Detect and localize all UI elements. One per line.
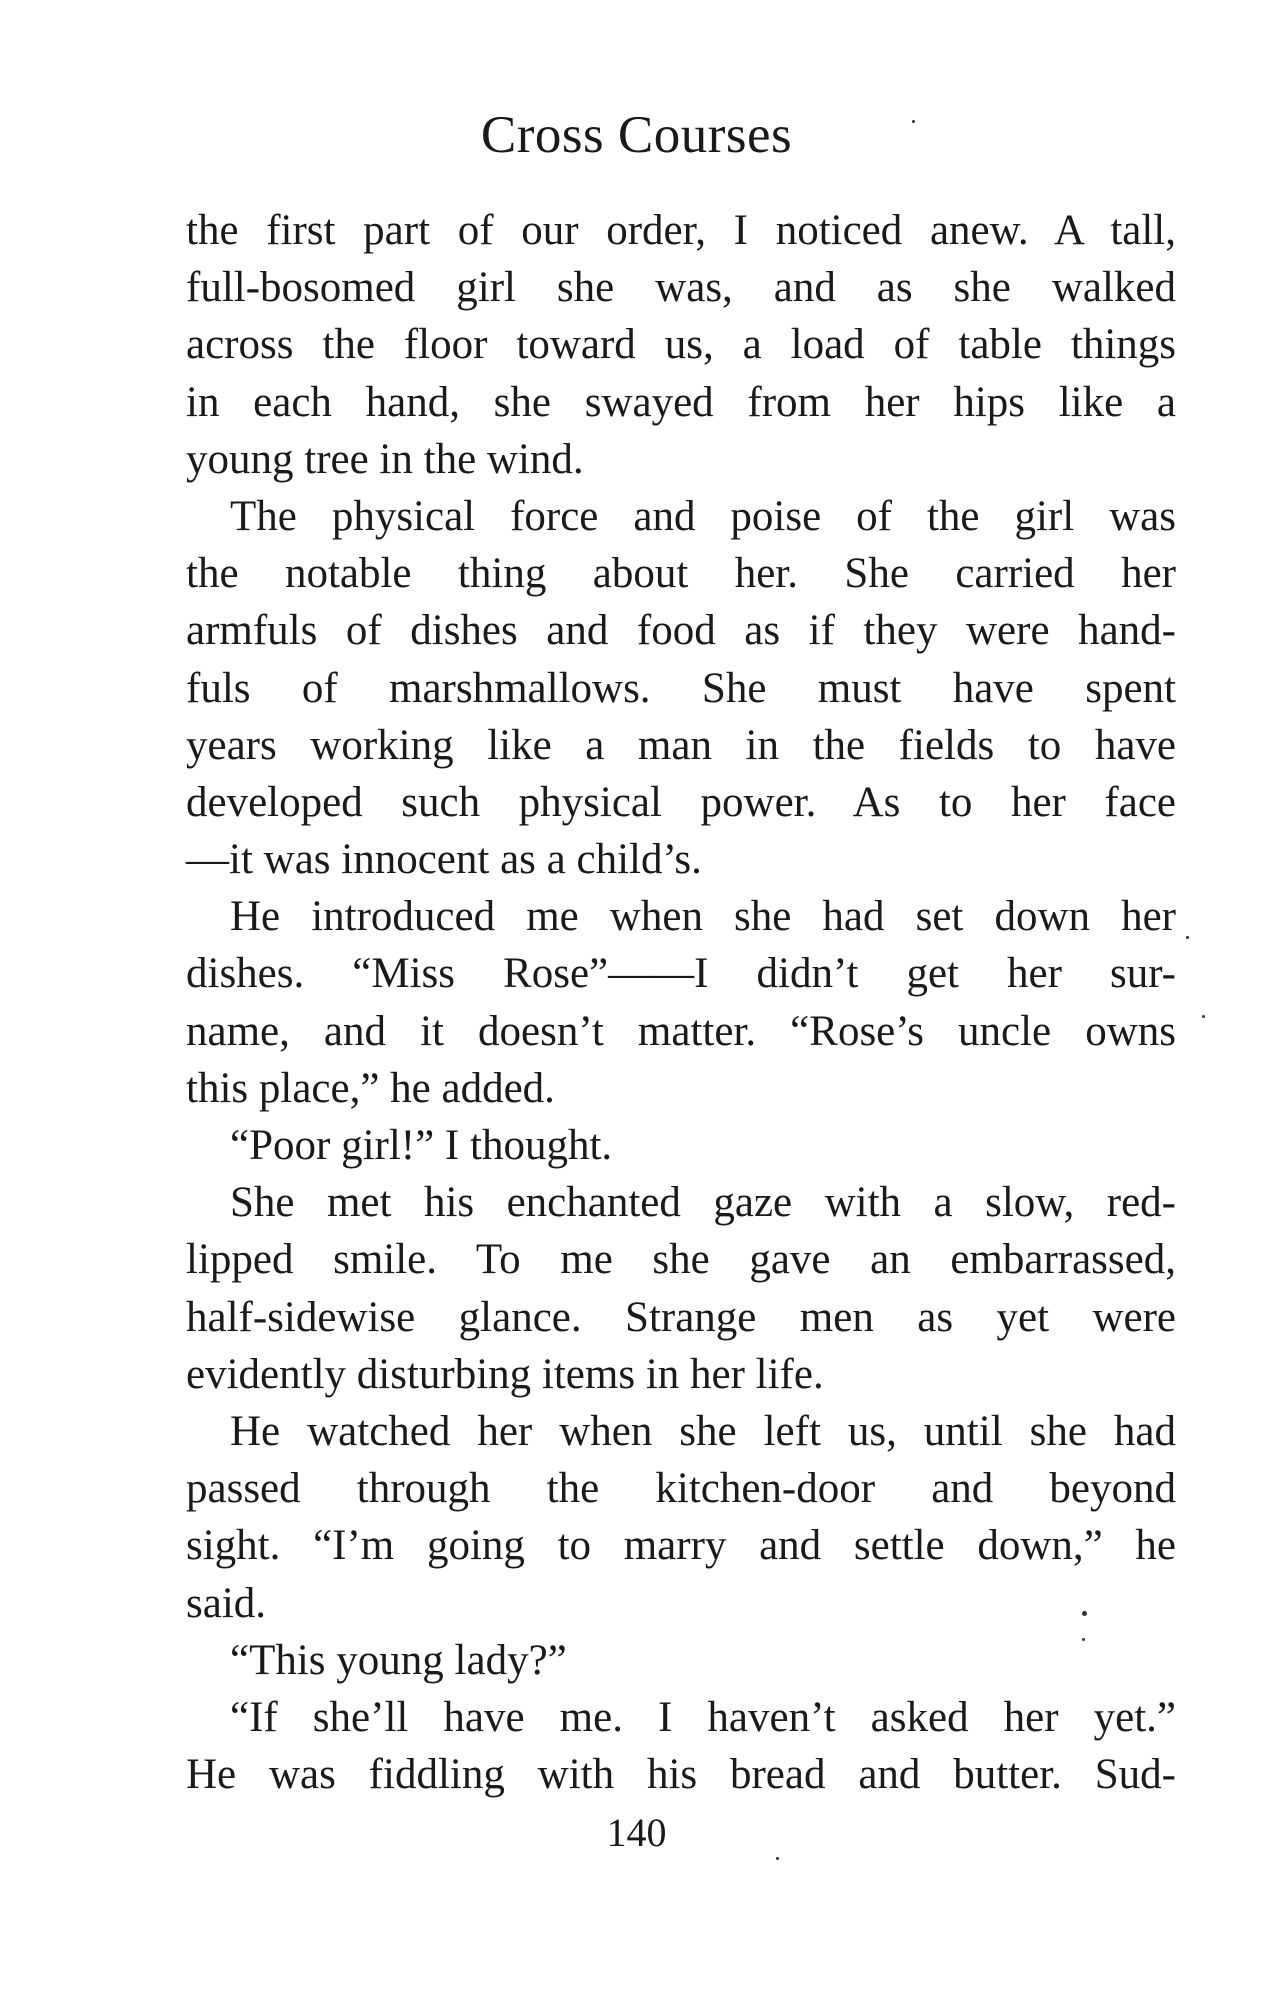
print-speck [1186, 936, 1189, 939]
text-line: passed through the kitchen-door and beyond [186, 1465, 1176, 1513]
text-line: —it was innocent as a child’s. [186, 836, 702, 884]
text-line: He was fiddling with his bread and butter. Sud- [186, 1751, 1176, 1799]
running-head: Cross Courses [480, 106, 793, 164]
text-line: fuls of marshmallows. She must have spent [186, 664, 1176, 712]
text-line: the notable thing about her. She carried her [186, 550, 1176, 598]
print-speck [1082, 1638, 1085, 1641]
text-line: developed such physical power. As to her face [186, 778, 1176, 826]
text-line: sight. “I’m going to marry and settle down,” he [186, 1522, 1176, 1570]
text-line: He introduced me when she had set down her [230, 893, 1176, 941]
text-line: evidently disturbing items in her life. [186, 1350, 824, 1398]
text-line: the first part of our order, I noticed anew. A tall, [186, 207, 1176, 254]
text-line: half-sidewise glance. Strange men as yet were [186, 1293, 1176, 1341]
text-line: full-bosomed girl she was, and as she walked [186, 264, 1176, 312]
text-line: He watched her when she left us, until she had [230, 1407, 1176, 1455]
text-line: “This young lady?” [230, 1636, 567, 1684]
text-line: lipped smile. To me she gave an embarrassed, [186, 1236, 1176, 1284]
print-speck [1202, 1015, 1205, 1018]
text-line: said. [186, 1579, 267, 1627]
text-line: years working like a man in the fields to have [186, 721, 1176, 769]
text-line: armfuls of dishes and food as if they were hand- [186, 607, 1176, 655]
text-line: dishes. “Miss Rose”——I didn’t get her sur- [186, 950, 1176, 998]
text-line: “Poor girl!” I thought. [230, 1122, 613, 1169]
text-line: “If she’ll have me. I haven’t asked her yet.” [230, 1693, 1176, 1741]
text-line: The physical force and poise of the girl was [230, 492, 1176, 540]
body-text [186, 202, 1176, 1803]
page-number: 140 [606, 1810, 667, 1855]
print-speck [912, 120, 915, 123]
text-line: name, and it doesn’t matter. “Rose’s uncle owns [186, 1007, 1176, 1055]
print-speck [776, 1857, 779, 1860]
text-line: young tree in the wind. [186, 435, 584, 483]
print-speck [1082, 1611, 1087, 1616]
text-line: across the floor toward us, a load of table things [186, 321, 1176, 369]
text-line: She met his enchanted gaze with a slow, red- [230, 1179, 1176, 1227]
text-line: this place,” he added. [186, 1064, 555, 1112]
text-line: in each hand, she swayed from her hips like a [186, 378, 1176, 426]
